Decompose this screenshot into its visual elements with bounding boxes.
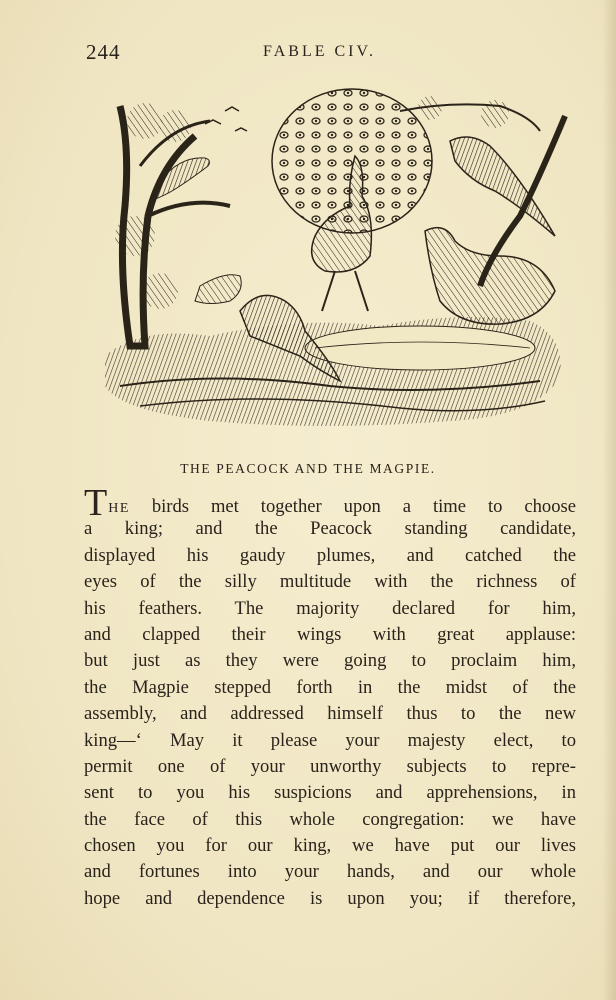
text-line-6: and clapped their wings with great applause: [84,623,576,645]
page-edge-shadow [602,0,616,1000]
text-line-10: king—‘ May it please your majesty elect, to [84,729,576,751]
text-line [84,482,576,524]
text-line-1: birds met together upon a time to choose [151,496,576,517]
text-line-5: his feathers. The majority declared for him, [84,597,576,619]
text-line-11: permit one of your unworthy subjects to repre- [84,755,576,777]
text-line-3: displayed his gaudy plumes, and catched the [84,544,576,566]
drop-cap: T [84,482,108,524]
running-title: FABLE CIV. [263,43,376,60]
woodcut-illustration [100,86,570,431]
text-line-8: the Magpie stepped forth in the midst of the [84,676,576,698]
cockerel [425,228,555,324]
illustration-caption: THE PEACOCK AND THE MAGPIE. [180,461,436,476]
text-line-4: eyes of the silly multitude with the richness of [84,571,576,593]
text-line-2: a king; and the Peacock standing candidate, [84,518,576,540]
lead-small-caps: HE [108,501,130,516]
text-line-7: but just as they were going to proclaim him, [84,650,576,672]
page-number: 244 [86,40,121,64]
right-perched-bird [450,137,555,236]
text-line-12: sent to you his suspicions and apprehensions, in [84,782,576,804]
text-line-16: hope and dependence is upon you; if therefore, [84,887,576,909]
fable-text [84,482,576,912]
text-line-15: and fortunes into your hands, and our whole [84,861,576,883]
text-line-9: assembly, and addressed himself thus to the new [84,703,576,725]
text-line-13: the face of this whole congregation: we have [84,808,576,830]
text-line-14: chosen you for our king, we have put our lives [84,835,576,857]
